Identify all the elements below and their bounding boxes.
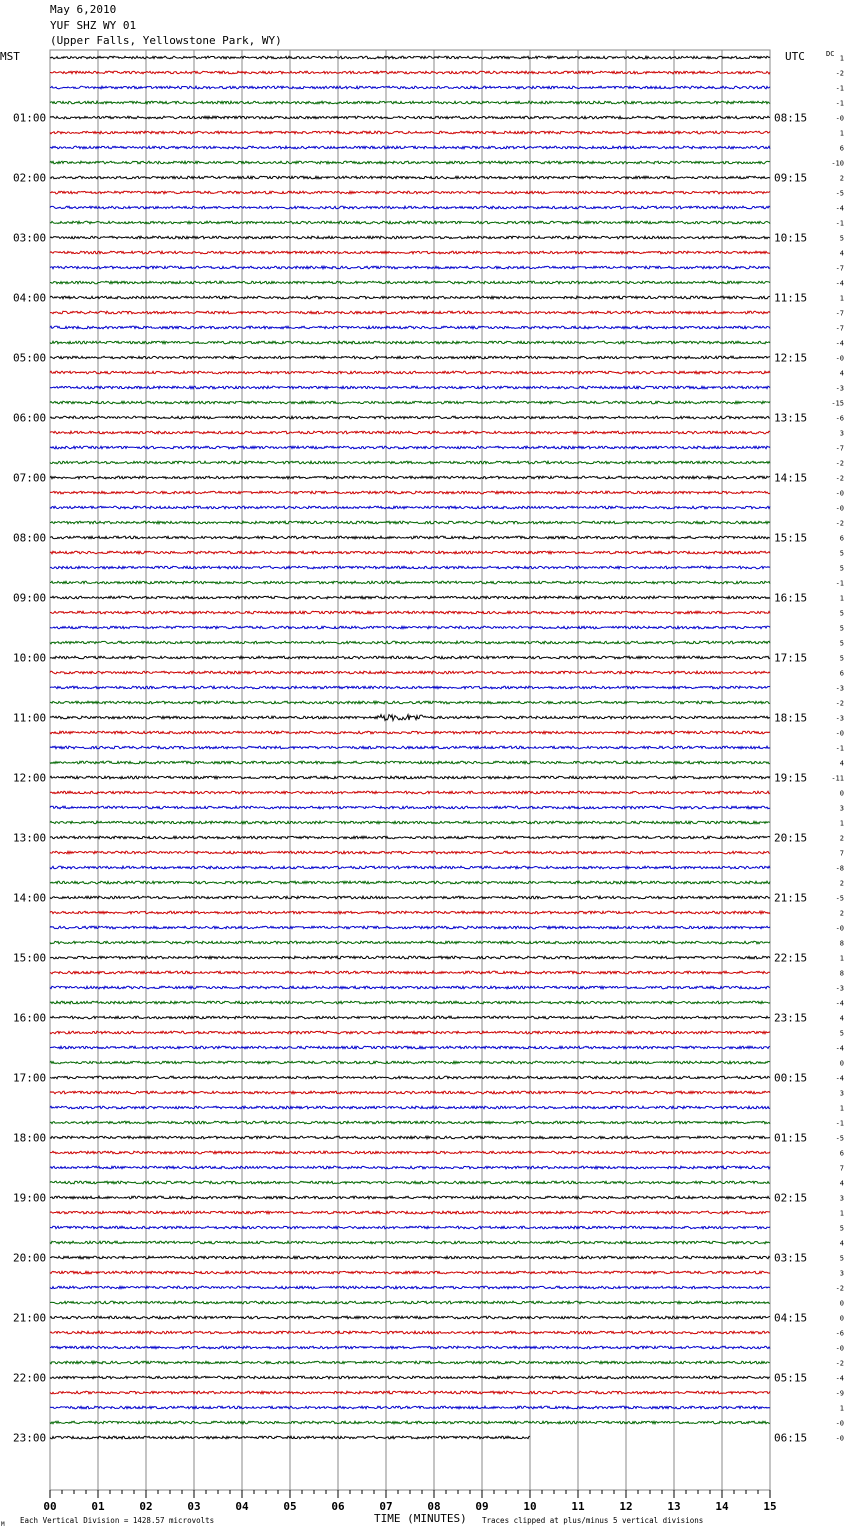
dc-offset-label: 3 <box>839 1089 844 1098</box>
chart-location: (Upper Falls, Yellowstone Park, WY) <box>50 34 282 47</box>
trace-line <box>50 1211 770 1214</box>
dc-offset-label: -1 <box>835 744 844 753</box>
trace-line <box>50 791 770 794</box>
trace-line <box>50 806 770 809</box>
mst-hour-label: 19:00 <box>13 1191 47 1205</box>
clip-note: Traces clipped at plus/minus 5 vertical divisions <box>482 1516 704 1525</box>
trace-line <box>50 416 770 419</box>
trace-line <box>50 941 770 944</box>
trace-line <box>50 1031 770 1034</box>
dc-offset-label: -1 <box>835 99 844 108</box>
mst-hour-label: 05:00 <box>13 351 47 365</box>
utc-hour-label: 01:15 <box>774 1131 808 1145</box>
mst-hour-label: 14:00 <box>13 891 47 905</box>
dc-offset-label: -0 <box>835 354 844 363</box>
dc-offset-label: 1 <box>839 954 844 963</box>
trace-line <box>50 701 770 704</box>
trace-line <box>50 896 770 899</box>
trace-line <box>50 1361 770 1364</box>
dc-offset-label: -2 <box>835 474 844 483</box>
dc-offset-label: 1 <box>839 594 844 603</box>
trace-line <box>50 146 770 149</box>
trace-line <box>50 1061 770 1064</box>
utc-hour-label: 10:15 <box>774 231 808 245</box>
dc-offset-label: -1 <box>835 219 844 228</box>
x-tick-label: 05 <box>283 1500 297 1513</box>
x-tick-label: 14 <box>715 1500 729 1513</box>
trace-line <box>50 1121 770 1124</box>
trace-line <box>50 401 770 404</box>
dc-offset-label: 4 <box>839 1014 844 1023</box>
dc-offset-label: -11 <box>831 774 844 783</box>
dc-offset-label: 5 <box>839 654 844 663</box>
trace-line <box>50 746 770 749</box>
dc-offset-label: -2 <box>835 459 844 468</box>
trace-line <box>50 566 770 569</box>
trace-line <box>50 71 770 74</box>
dc-offset-label: 2 <box>839 174 844 183</box>
dc-offset-label: -4 <box>835 339 844 348</box>
dc-offset-label: -0 <box>835 729 844 738</box>
dc-offset-label: -5 <box>835 1134 844 1143</box>
trace-line <box>50 776 770 779</box>
trace-line <box>50 281 770 284</box>
trace-line <box>50 581 770 584</box>
utc-hour-label: 22:15 <box>774 951 808 965</box>
trace-line <box>50 1136 770 1139</box>
trace-line <box>50 641 770 644</box>
x-tick-label: 02 <box>139 1500 153 1513</box>
utc-hour-label: 03:15 <box>774 1251 808 1265</box>
dc-offset-label: -4 <box>835 204 844 213</box>
trace-line <box>50 446 770 449</box>
dc-offset-label: 0 <box>839 1059 844 1068</box>
trace-line <box>50 341 770 344</box>
x-tick-label: 07 <box>379 1500 393 1513</box>
utc-hour-label: 08:15 <box>774 111 808 125</box>
trace-line <box>50 1241 770 1244</box>
dc-offset-label: 1 <box>839 54 844 63</box>
dc-offset-label: 1 <box>839 819 844 828</box>
dc-offset-label: 7 <box>839 1164 844 1173</box>
dc-offset-label: -8 <box>835 864 844 873</box>
trace-line <box>50 1196 770 1199</box>
trace-line <box>50 1376 770 1379</box>
dc-offset-label: -4 <box>835 999 844 1008</box>
x-tick-label: 15 <box>763 1500 777 1513</box>
dc-offset-label: 6 <box>839 1149 844 1158</box>
dc-offset-label: -1 <box>835 1119 844 1128</box>
utc-hour-label: 17:15 <box>774 651 808 665</box>
trace-line <box>50 266 770 269</box>
mst-hour-label: 21:00 <box>13 1311 47 1325</box>
utc-hour-label: 12:15 <box>774 351 808 365</box>
dc-offset-label: 2 <box>839 879 844 888</box>
trace-line <box>50 1151 770 1154</box>
trace-line <box>50 715 770 721</box>
dc-offset-label: -2 <box>835 1359 844 1368</box>
trace-line <box>50 1166 770 1169</box>
trace-line <box>50 101 770 104</box>
dc-offset-label: 6 <box>839 144 844 153</box>
trace-line <box>50 461 770 464</box>
dc-offset-label: 0 <box>839 1314 844 1323</box>
trace-line <box>50 431 770 434</box>
mst-hour-label: 02:00 <box>13 171 47 185</box>
trace-line <box>50 626 770 629</box>
trace-line <box>50 476 770 479</box>
time-axis-label: TIME (MINUTES) <box>374 1512 467 1525</box>
dc-offset-label: -7 <box>835 309 844 318</box>
trace-line <box>50 926 770 929</box>
dc-offset-label: 5 <box>839 234 844 243</box>
mst-hour-label: 08:00 <box>13 531 47 545</box>
dc-offset-label: -4 <box>835 279 844 288</box>
dc-offset-label: -7 <box>835 264 844 273</box>
trace-line <box>50 161 770 164</box>
mst-hour-label: 09:00 <box>13 591 47 605</box>
trace-line <box>50 86 770 89</box>
trace-line <box>50 596 770 599</box>
trace-line <box>50 1286 770 1289</box>
trace-line <box>50 971 770 974</box>
dc-offset-label: 6 <box>839 669 844 678</box>
dc-offset-label: -0 <box>835 1434 844 1443</box>
trace-line <box>50 866 770 869</box>
x-tick-label: 08 <box>427 1500 441 1513</box>
trace-line <box>50 1046 770 1049</box>
utc-hour-label: 21:15 <box>774 891 808 905</box>
trace-line <box>50 911 770 914</box>
mst-hour-label: 10:00 <box>13 651 47 665</box>
trace-line <box>50 1421 770 1424</box>
dc-offset-label: 5 <box>839 1254 844 1263</box>
trace-line <box>50 491 770 494</box>
dc-offset-label: 4 <box>839 759 844 768</box>
trace-line <box>50 1076 770 1079</box>
mst-hour-label: 03:00 <box>13 231 47 245</box>
mst-hour-label: 18:00 <box>13 1131 47 1145</box>
trace-line <box>50 1391 770 1394</box>
trace-line <box>50 1001 770 1004</box>
dc-offset-label: -9 <box>835 1389 844 1398</box>
trace-line <box>50 311 770 314</box>
mst-hour-label: 06:00 <box>13 411 47 425</box>
dc-offset-label: -2 <box>835 1284 844 1293</box>
mst-hour-label: 12:00 <box>13 771 47 785</box>
dc-header-label: DC <box>826 50 835 58</box>
trace-line <box>50 176 770 179</box>
dc-offset-label: -4 <box>835 1044 844 1053</box>
dc-offset-label: 5 <box>839 549 844 558</box>
dc-offset-label: 1 <box>839 1104 844 1113</box>
dc-offset-label: -0 <box>835 1419 844 1428</box>
dc-offset-label: -0 <box>835 1344 844 1353</box>
dc-offset-label: -2 <box>835 699 844 708</box>
trace-line <box>50 221 770 224</box>
mst-hour-label: 22:00 <box>13 1371 47 1385</box>
x-tick-label: 11 <box>571 1500 585 1513</box>
trace-group <box>50 56 770 1439</box>
utc-hour-label: 04:15 <box>774 1311 808 1325</box>
dc-offset-label: 4 <box>839 369 844 378</box>
dc-offset-label: 0 <box>839 1299 844 1308</box>
dc-offset-label: 4 <box>839 1239 844 1248</box>
trace-line <box>50 326 770 329</box>
trace-line <box>50 386 770 389</box>
trace-line <box>50 521 770 524</box>
scale-note: Each Vertical Division = 1428.57 microvolts <box>20 1516 215 1525</box>
dc-offset-label: -3 <box>835 984 844 993</box>
dc-offset-label: -0 <box>835 924 844 933</box>
dc-offset-label: -4 <box>835 1374 844 1383</box>
trace-line <box>50 731 770 734</box>
mst-hour-label: 17:00 <box>13 1071 47 1085</box>
dc-offset-label: 3 <box>839 1269 844 1278</box>
utc-hour-label: 23:15 <box>774 1011 808 1025</box>
dc-offset-label: 5 <box>839 624 844 633</box>
x-tick-label: 06 <box>331 1500 345 1513</box>
utc-hour-label: 05:15 <box>774 1371 808 1385</box>
dc-offset-label: 1 <box>839 129 844 138</box>
dc-offset-label: 8 <box>839 939 844 948</box>
left-hour-labels <box>13 112 46 1445</box>
mst-hour-label: 11:00 <box>13 711 47 725</box>
trace-line <box>50 986 770 989</box>
trace-line <box>50 956 770 959</box>
trace-line <box>50 536 770 539</box>
dc-offset-label: 4 <box>839 249 844 258</box>
x-tick-label: 09 <box>475 1500 489 1513</box>
dc-offset-label: -4 <box>835 1074 844 1083</box>
mst-hour-label: 01:00 <box>13 111 47 125</box>
dc-offset-label: -7 <box>835 444 844 453</box>
right-zone-label: UTC <box>785 50 805 63</box>
trace-line <box>50 671 770 674</box>
dc-offset-label: -7 <box>835 324 844 333</box>
trace-line <box>50 1226 770 1229</box>
mst-hour-label: 16:00 <box>13 1011 47 1025</box>
dc-offset-label: -6 <box>835 414 844 423</box>
utc-hour-label: 02:15 <box>774 1191 808 1205</box>
utc-hour-label: 11:15 <box>774 291 808 305</box>
utc-hour-label: 14:15 <box>774 471 808 485</box>
trace-line <box>50 56 770 59</box>
dc-offset-label: -10 <box>831 159 844 168</box>
dc-offset-label: -1 <box>835 579 844 588</box>
x-tick-label: 01 <box>91 1500 105 1513</box>
utc-hour-label: 09:15 <box>774 171 808 185</box>
trace-line <box>50 371 770 374</box>
trace-line <box>50 1406 770 1409</box>
dc-offset-label: 3 <box>839 1194 844 1203</box>
trace-line <box>50 1271 770 1274</box>
trace-line <box>50 761 770 764</box>
dc-offset-label: 5 <box>839 1029 844 1038</box>
corner-mark: M <box>1 1521 5 1528</box>
dc-offset-label: -0 <box>835 489 844 498</box>
trace-line <box>50 851 770 854</box>
x-tick-label: 13 <box>667 1500 681 1513</box>
dc-offset-label: 5 <box>839 564 844 573</box>
dc-offset-label: 8 <box>839 969 844 978</box>
dc-offset-label: 5 <box>839 1224 844 1233</box>
mst-hour-label: 04:00 <box>13 291 47 305</box>
mst-hour-label: 07:00 <box>13 471 47 485</box>
x-tick-label: 04 <box>235 1500 249 1513</box>
utc-hour-label: 06:15 <box>774 1431 808 1445</box>
dc-offset-label: 1 <box>839 1209 844 1218</box>
time-axis <box>43 1490 776 1513</box>
trace-line <box>50 1331 770 1334</box>
dc-offset-label: 2 <box>839 909 844 918</box>
trace-line <box>50 1091 770 1094</box>
trace-line <box>50 1106 770 1109</box>
trace-line <box>50 656 770 659</box>
trace-line <box>50 1346 770 1349</box>
trace-line <box>50 1181 770 1184</box>
dc-offset-label: -5 <box>835 189 844 198</box>
trace-line <box>50 836 770 839</box>
dc-offset-label: -2 <box>835 69 844 78</box>
dc-offset-label: 5 <box>839 609 844 618</box>
trace-line <box>50 611 770 614</box>
dc-offset-label: 7 <box>839 849 844 858</box>
trace-line <box>50 506 770 509</box>
mst-hour-label: 15:00 <box>13 951 47 965</box>
trace-line <box>50 686 770 689</box>
dc-offset-label: 1 <box>839 1404 844 1413</box>
trace-line <box>50 236 770 239</box>
trace-line <box>50 191 770 194</box>
dc-offset-label: 3 <box>839 429 844 438</box>
dc-offset-label: -3 <box>835 384 844 393</box>
trace-line <box>50 821 770 824</box>
right-hour-labels <box>774 112 807 1445</box>
x-tick-label: 03 <box>187 1500 201 1513</box>
utc-hour-label: 16:15 <box>774 591 808 605</box>
dc-offset-label: -6 <box>835 1329 844 1338</box>
trace-line <box>50 251 770 254</box>
mst-hour-label: 20:00 <box>13 1251 47 1265</box>
dc-offset-label: 6 <box>839 534 844 543</box>
dc-offset-label: -15 <box>831 399 844 408</box>
chart-station: YUF SHZ WY 01 <box>50 19 137 32</box>
dc-offset-label: -1 <box>835 84 844 93</box>
left-zone-label: MST <box>0 50 20 63</box>
trace-line <box>50 356 770 359</box>
x-tick-label: 12 <box>619 1500 633 1513</box>
trace-line <box>50 1301 770 1304</box>
utc-hour-label: 13:15 <box>774 411 808 425</box>
trace-line <box>50 1256 770 1259</box>
dc-offset-label: -3 <box>835 714 844 723</box>
mst-hour-label: 13:00 <box>13 831 47 845</box>
chart-date: May 6,2010 <box>50 3 117 16</box>
utc-hour-label: 19:15 <box>774 771 808 785</box>
trace-line <box>50 1316 770 1319</box>
dc-offset-label: -0 <box>835 114 844 123</box>
x-tick-label: 00 <box>43 1500 57 1513</box>
utc-hour-label: 20:15 <box>774 831 808 845</box>
dc-offset-label: 5 <box>839 639 844 648</box>
dc-offset-label: -3 <box>835 684 844 693</box>
trace-line <box>50 116 770 119</box>
x-tick-label: 10 <box>523 1500 537 1513</box>
dc-offset-label: 2 <box>839 834 844 843</box>
dc-offset-label: 0 <box>839 789 844 798</box>
utc-hour-label: 00:15 <box>774 1071 808 1085</box>
dc-offset-label: -2 <box>835 519 844 528</box>
dc-offset-label: 3 <box>839 804 844 813</box>
utc-hour-label: 15:15 <box>774 531 808 545</box>
trace-line <box>50 296 770 299</box>
dc-offset-label: -5 <box>835 894 844 903</box>
mst-hour-label: 23:00 <box>13 1431 47 1445</box>
trace-line <box>50 551 770 554</box>
trace-line <box>50 131 770 134</box>
dc-offset-label: -0 <box>835 504 844 513</box>
trace-line <box>50 206 770 209</box>
dc-offset-label: 4 <box>839 1179 844 1188</box>
dc-offset-label: 1 <box>839 294 844 303</box>
utc-hour-label: 18:15 <box>774 711 808 725</box>
dc-offset-labels <box>831 55 844 1443</box>
trace-line <box>50 881 770 884</box>
trace-line <box>50 1016 770 1019</box>
